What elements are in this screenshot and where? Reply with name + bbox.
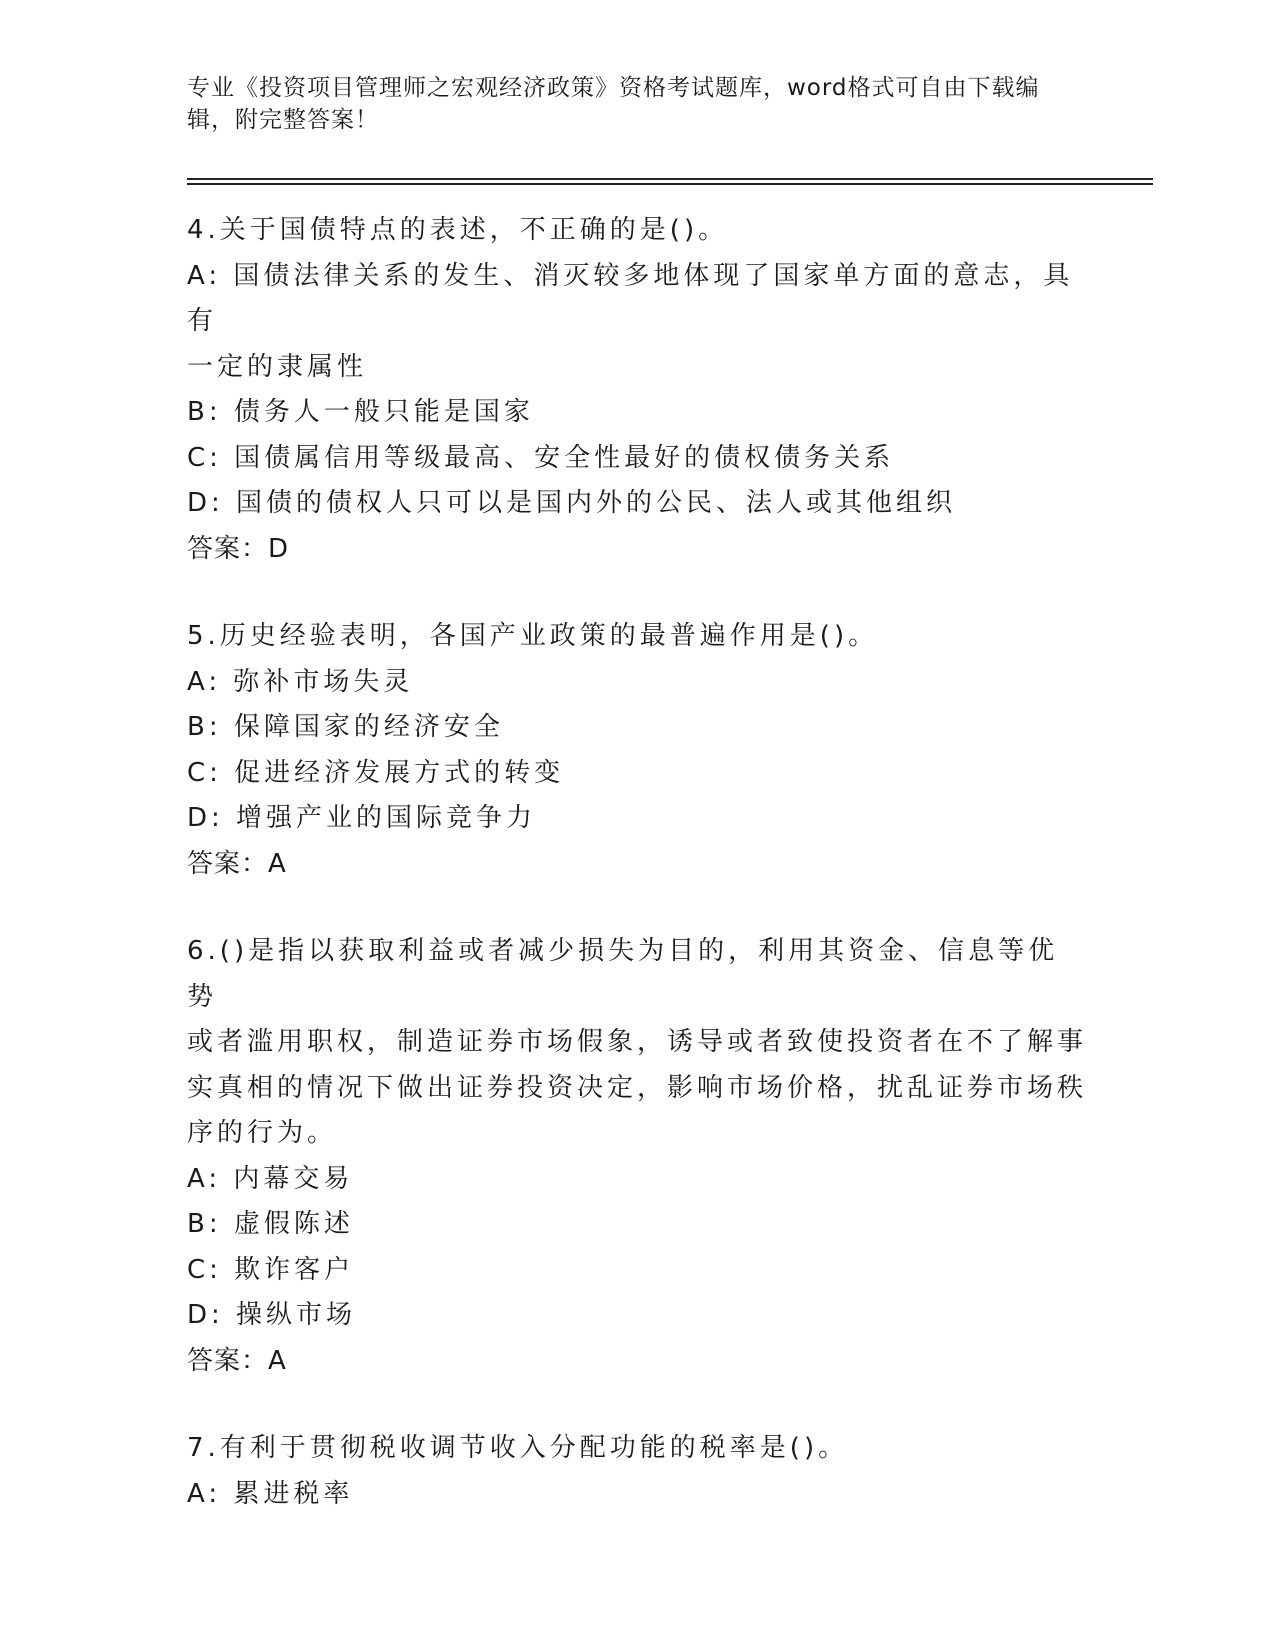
answer-option-line: D: 操纵市场 — [187, 1300, 357, 1330]
question-stem-line: 4.关于国债特点的表述，不正确的是()。 — [187, 215, 729, 245]
answer-option-line: C: 国债属信用等级最高、安全性最好的债权债务关系 — [187, 442, 895, 473]
answer-option-line: C: 促进经济发展方式的转变 — [187, 757, 565, 788]
question-block — [187, 208, 1087, 572]
question-stem-line: 6.()是指以获取利益或者减少损失为目的，利用其资金、信息等优势 — [187, 936, 1059, 1012]
answer-option-line: A: 累进税率 — [187, 1478, 354, 1509]
answer-option-line: A: 弥补市场失灵 — [187, 666, 414, 697]
header-line-2: 辑，附完整答案！ — [187, 107, 379, 133]
header-line-1: 专业《投资项目管理师之宏观经济政策》资格考试题库，word格式可自由下载编 — [187, 75, 1040, 101]
answer-option-line: C: 欺诈客户 — [187, 1254, 355, 1285]
question-list — [187, 208, 1087, 1517]
header-divider-top — [187, 178, 1153, 180]
answer-key: 答案：D — [187, 533, 290, 564]
question-block — [187, 614, 1087, 887]
question-stem-line: 5.历史经验表明，各国产业政策的最普遍作用是()。 — [187, 621, 879, 651]
answer-option-line: D: 增强产业的国际竞争力 — [187, 803, 537, 833]
question-stem-line: 或者滥用职权，制造证券市场假象，诱导或者致使投资者在不了解事 — [187, 1027, 1088, 1057]
document-header — [187, 72, 1067, 136]
answer-option-line: A: 内幕交易 — [187, 1163, 354, 1194]
answer-option-line: D: 国债的债权人只可以是国内外的公民、法人或其他组织 — [187, 488, 957, 518]
question-stem-line: 实真相的情况下做出证券投资决定，影响市场价格，扰乱证券市场秩 — [187, 1072, 1088, 1103]
question-stem-line: 7.有利于贯彻税收调节收入分配功能的税率是()。 — [187, 1433, 849, 1463]
answer-option-line: A: 国债法律关系的发生、消灭较多地体现了国家单方面的意志，具有 — [187, 260, 1074, 336]
question-stem-line: 序的行为。 — [187, 1118, 338, 1148]
answer-option-line: B: 虚假陈述 — [187, 1209, 354, 1239]
answer-key: 答案：A — [187, 848, 287, 879]
question-block — [187, 1426, 1087, 1517]
answer-option-line: 一定的隶属性 — [187, 351, 368, 382]
answer-option-line: B: 债务人一般只能是国家 — [187, 397, 534, 427]
question-block — [187, 929, 1087, 1384]
header-divider-bottom — [187, 183, 1153, 185]
answer-key: 答案：A — [187, 1345, 287, 1376]
answer-option-line: B: 保障国家的经济安全 — [187, 712, 504, 742]
